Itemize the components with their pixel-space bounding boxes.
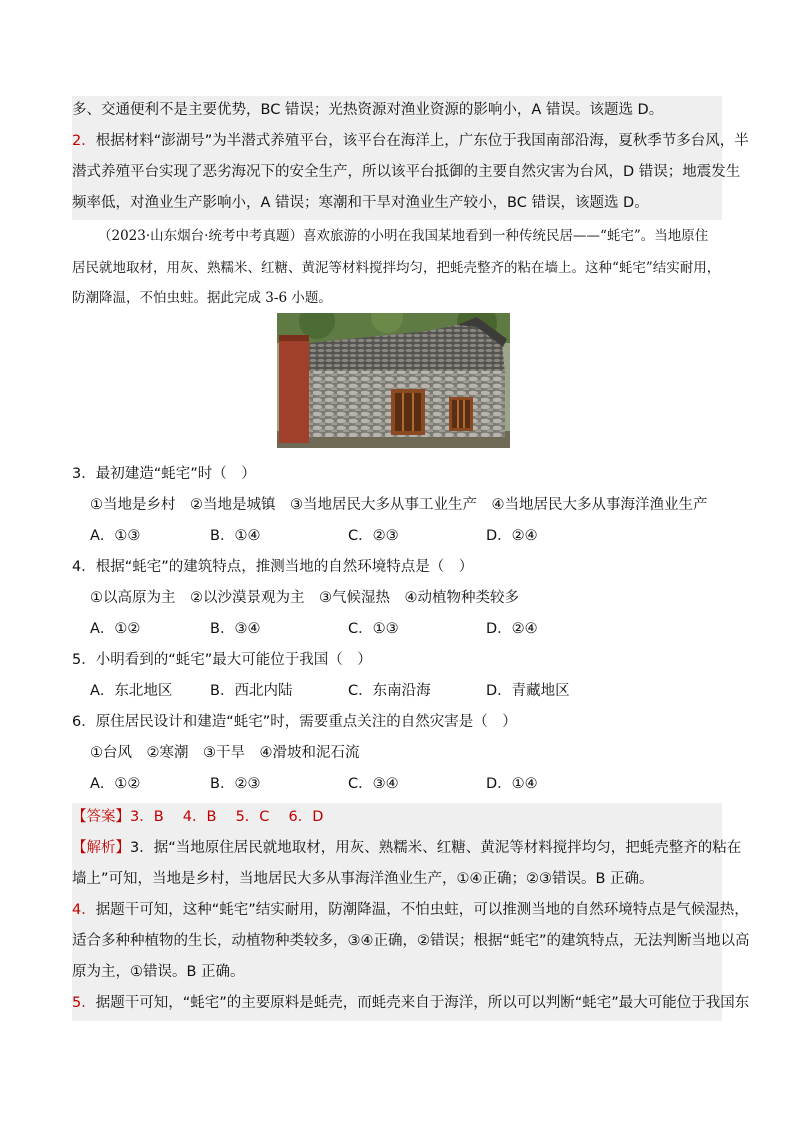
q5-option-d: D．青藏地区 bbox=[486, 683, 570, 699]
q6-stem: 6．原住居民设计和建造“蚝宅”时，需要重点关注的自然灾害是（ ） bbox=[72, 714, 517, 730]
q4-option-a: A．①② bbox=[90, 621, 141, 637]
q3-option-d: D．②④ bbox=[486, 528, 538, 544]
analysis-5-text-1: 据题干可知，“蚝宅”的主要原料是蚝壳，而蚝壳来自于海洋，所以可以判断“蚝宅”最大可能位于我国东 bbox=[95, 995, 750, 1011]
q4-option-c: C．①③ bbox=[348, 621, 399, 637]
answer-line bbox=[72, 807, 732, 827]
analysis-line-3 bbox=[72, 900, 749, 920]
q3-stem: 3．最初建造“蚝宅”时（ ） bbox=[72, 466, 256, 482]
q4-option-d: D．②④ bbox=[486, 621, 538, 637]
analysis-line-6 bbox=[72, 993, 750, 1013]
q5-option-c: C．东南沿海 bbox=[348, 683, 431, 699]
q5-stem: 5．小明看到的“蚝宅”最大可能位于我国（ ） bbox=[72, 652, 372, 668]
q3-items: ①当地是乡村 ②当地是城镇 ③当地居民大多从事工业生产 ④当地居民大多从事海洋渔业生产 bbox=[90, 497, 708, 513]
q2-analysis-line-3: 频率低，对渔业生产影响小，A 错误；寒潮和干旱对渔业生产较小，BC 错误，该题选 D。 bbox=[72, 195, 649, 211]
q4-items: ①以高原为主 ②以沙漠景观为主 ③气候湿热 ④动植物种类较多 bbox=[90, 590, 519, 606]
intro-line-3: 防潮降温，不怕虫蛀。据此完成 3-6 小题。 bbox=[72, 290, 332, 306]
analysis-4-number: 4． bbox=[72, 902, 96, 918]
analysis-line-1 bbox=[72, 838, 742, 858]
q6-option-c: C．③④ bbox=[348, 776, 399, 792]
oyster-house-illustration bbox=[277, 313, 510, 448]
analysis-line-4: 适合多种种植物的生长，动植物种类较多，③④正确，②错误；根据“蚝宅”的建筑特点，无法判断当地以高 bbox=[72, 933, 750, 949]
q6-option-a: A．①② bbox=[90, 776, 141, 792]
q6-option-b: B．②③ bbox=[210, 776, 261, 792]
intro-text-1: 喜欢旅游的小明在我国某地看到一种传统民居——“蚝宅”。当地原住 bbox=[302, 228, 709, 244]
intro-source: （2023·山东烟台·统考中考真题） bbox=[98, 228, 303, 244]
q4-stem: 4．根据“蚝宅”的建筑特点，推测当地的自然环境特点是（ ） bbox=[72, 559, 474, 575]
oyster-house-photo bbox=[277, 313, 510, 448]
q2-text-1: 根据材料“澎湖号”为半潜式养殖平台，该平台在海洋上，广东位于我国南部沿海，夏秋季节多台风，半 bbox=[95, 133, 749, 149]
q6-items: ①台风 ②寒潮 ③干旱 ④滑坡和泥石流 bbox=[90, 745, 360, 761]
q3-option-a: A．①③ bbox=[90, 528, 141, 544]
intro-line-2: 居民就地取材，用灰、熟糯米、红糖、黄泥等材料搅拌均匀，把蚝壳整齐的粘在墙上。这种“蚝宅”结实耐用， bbox=[72, 260, 721, 276]
analysis-3-text-1: 3．据“当地原住居民就地取材，用灰、熟糯米、红糖、黄泥等材料搅拌均匀，把蚝壳整齐的粘在 bbox=[130, 840, 742, 856]
analysis-4-text-1: 据题干可知，这种“蚝宅”结实耐用，防潮降温，不怕虫蛀，可以推测当地的自然环境特点是气候湿热， bbox=[95, 902, 749, 918]
q3-option-c: C．②③ bbox=[348, 528, 399, 544]
analysis-label: 【解析】 bbox=[72, 840, 130, 856]
analysis-line-5: 原为主，①错误。B 正确。 bbox=[72, 964, 245, 980]
analysis-line-2: 墙上”可知，当地是乡村，当地居民大多从事海洋渔业生产，①④正确；②③错误。B 正确。 bbox=[72, 871, 654, 887]
q2-analysis-line-2: 潜式养殖平台实现了恶劣海况下的安全生产，所以该平台抵御的主要自然灾害为台风，D 错误；地震发生 bbox=[72, 164, 741, 180]
q6-option-d: D．①④ bbox=[486, 776, 538, 792]
q5-option-b: B．西北内陆 bbox=[210, 683, 293, 699]
q2-number: 2． bbox=[72, 133, 96, 149]
analysis-5-number: 5． bbox=[72, 995, 96, 1011]
q3-option-b: B．①④ bbox=[210, 528, 261, 544]
answer-text: 3．B 4．B 5．C 6．D bbox=[130, 809, 324, 825]
q4-option-b: B．③④ bbox=[210, 621, 261, 637]
q5-option-a: A．东北地区 bbox=[90, 683, 173, 699]
answer-label: 【答案】 bbox=[72, 809, 130, 825]
q2-analysis-line-1 bbox=[72, 131, 749, 151]
prev-answer-line-1: 多、交通便利不是主要优势，BC 错误；光热资源对渔业资源的影响小，A 错误。该题选 D。 bbox=[72, 102, 664, 118]
intro-line-1 bbox=[98, 226, 758, 246]
